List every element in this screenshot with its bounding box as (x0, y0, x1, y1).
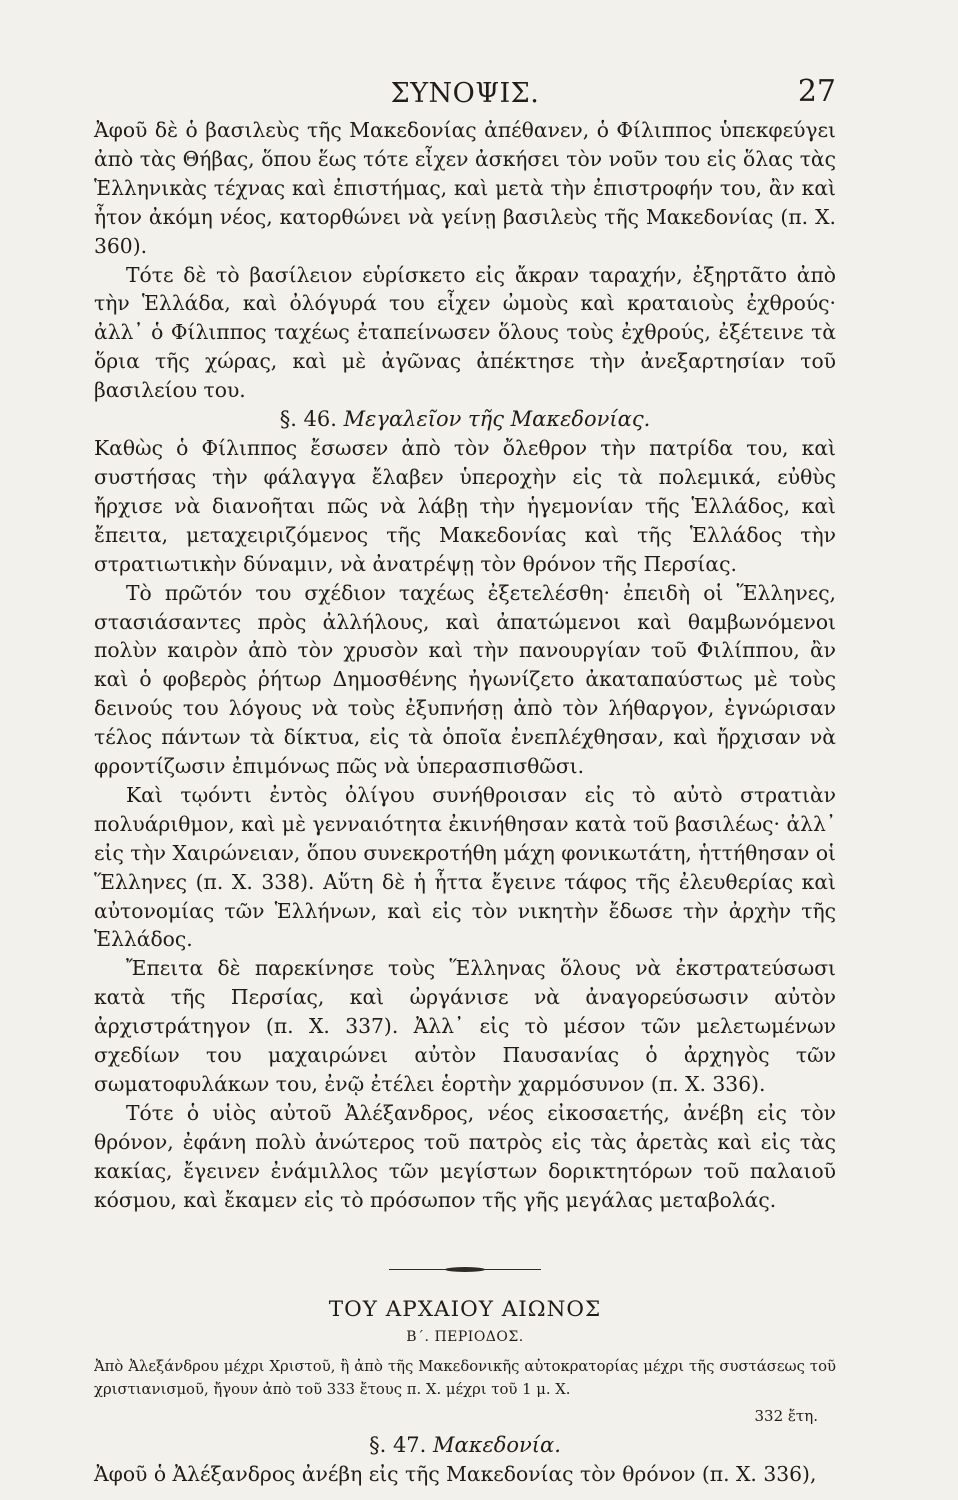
paragraph: Τότε δὲ τὸ βασίλειον εὑρίσκετο εἰς ἄκραν ταραχήν, ἐξηρτᾶτο ἀπὸ τὴν Ἑλλάδα, καὶ ὀλόγυρά του εἶχεν ὠμοὺς καὶ κραταιοὺς ἐχθρούς· ἀλλ᾽ ὁ Φίλιππος ταχέως ἐταπείνωσεν ὅλους τοὺς ἐχθρούς, ἐξέτεινε τὰ ὅρια τῆς χώρας, καὶ μὲ ἀγῶνας ἀπέκτησε τὴν ἀνεξαρτησίαν τοῦ βασιλείου του. (94, 262, 836, 403)
section-number: §. 47. (369, 1432, 427, 1457)
paragraph: Ἀφοῦ δὲ ὁ βασιλεὺς τῆς Μακεδονίας ἀπέθανεν, ὁ Φίλιππος ὑπεκφεύγει ἀπὸ τὰς Θήβας, ὅπου ἕως τότε εἶχεν ἀσκήσει τὸν νοῦν του εἰς ὅλας τὰς Ἑλληνικὰς τέχνας καὶ ἐπιστήμας, καὶ μετὰ τὴν ἐπιστροφήν του, ἂν καὶ ἦτον ἀκόμη νέος, κατορθώνει νὰ γείνῃ βασιλεὺς τῆς Μακεδονίας (π. Χ. 360). (94, 118, 836, 258)
part-duration: 332 ἔτη. (754, 1406, 818, 1425)
page-number: 27 (797, 74, 836, 109)
ornamental-divider (389, 1267, 541, 1273)
paragraph: Καὶ τῳόντι ἐντὸς ὀλίγου συνήθροισαν εἰς τὸ αὐτὸ στρατιὰν πολυάριθμον, καὶ μὲ γενναιότητα ἐκινήθησαν κατὰ τοῦ βασιλέως· ἀλλ᾽ εἰς τὴν Χαιρώνειαν, ὅπου συνεκροτήθη μάχη φονικωτάτη, ἡττήθησαν οἱ Ἕλληνες (π. Χ. 338). Αὕτη δὲ ἡ ἧττα ἔγεινε τάφος τῆς ἐλευθερίας καὶ αὐτονομίας τῶν Ἑλλήνων, καὶ εἰς τὸν νικητὴν ἔδωσε τὴν ἀρχὴν τῆς Ἑλλάδος. (94, 782, 836, 952)
paragraph: Τὸ πρῶτόν του σχέδιον ταχέως ἐξετελέσθη· ἐπειδὴ οἱ Ἕλληνες, στασιάσαντες πρὸς ἀλλήλους, καὶ ἀπατώμενοι καὶ θαμβωνόμενοι πολὺν καιρὸν ἀπὸ τὸν χρυσὸν καὶ τὴν πανουργίαν τοῦ Φιλίππου, ἂν καὶ ὁ φοβερὸς ῥήτωρ Δημοσθένης ἠγωνίζετο ἀκαταπαύστως μὲ τοὺς δεινούς του λόγους νὰ τοὺς ἐξυπνήσῃ ἀπὸ τὸν λήθαργον, ἐγνώρισαν τέλος πάντων τὰ δίκτυα, εἰς τὰ ὁποῖα ἐνεπλέχθησαν, καὶ ἤρχισαν νὰ φροντίζωσιν ἐπιμόνως πῶς νὰ ὑπερασπισθῶσι. (94, 580, 836, 779)
paragraph: Ἀφοῦ ὁ Ἀλέξανδρος ἀνέβη εἰς τῆς Μακεδονίας τὸν θρόνον (π. Χ. 336), (94, 1461, 817, 1486)
section-title: Μακεδονία. (433, 1432, 561, 1457)
body-text (94, 116, 836, 1215)
part-title: ΤΟΥ ΑΡΧΑΙΟΥ ΑΙΩΝΟΣ (328, 1296, 602, 1322)
section-title: Μεγαλεῖον τῆς Μακεδονίας. (343, 407, 651, 432)
section-heading-47 (94, 1431, 836, 1460)
paragraph: Ἔπειτα δὲ παρεκίνησε τοὺς Ἕλληνας ὅλους νὰ ἐκστρατεύσωσι κατὰ τῆς Περσίας, καὶ ὠργάνισε νὰ ἀναγορεύσωσιν αὐτὸν ἀρχιστράτηγον (π. Χ. 337). Ἀλλ᾽ εἰς τὸ μέσον τῶν μελετωμένων σχεδίων του μαχαιρώνει αὐτὸν Παυσανίας ὁ ἀρχηγὸς τῶν σωματοφυλάκων του, ἐνῷ ἐτέλει ἑορτὴν χαρμόσυνον (π. Χ. 336). (94, 956, 836, 1096)
period-heading: Β΄. ΠΕΡΙΟΔΟΣ. (406, 1328, 524, 1345)
running-head (94, 70, 836, 116)
section-heading-46 (94, 405, 836, 434)
running-title: ΣΥΝΟΨΙΣ. (390, 78, 540, 109)
paragraph: Τότε ὁ υἱὸς αὐτοῦ Ἀλέξανδρος, νέος εἰκοσαετής, ἀνέβη εἰς τὸν θρόνον, ἐφάνη πολὺ ἀνώτερος τοῦ πατρὸς εἰς τὰς ἀρετὰς καὶ εἰς τὰς κακίας, ἔγεινεν ἐνάμιλλος τῶν μεγίστων δορικτητόρων τοῦ παλαιοῦ κόσμου, καὶ ἔκαμεν εἰς τὸ πρόσωπον τῆς γῆς μεγάλας μεταβολάς. (94, 1100, 836, 1212)
paragraph: Καθὼς ὁ Φίλιππος ἔσωσεν ἀπὸ τὸν ὄλεθρον τὴν πατρίδα του, καὶ συστήσας τὴν φάλαγγα ἔλαβεν ὑπεροχὴν εἰς τὰ πολεμικά, εὐθὺς ἤρχισε νὰ διανοῆται πῶς νὰ λάβῃ τὴν ἡγεμονίαν τῆς Ἑλλάδος, καὶ ἔπειτα, μεταχειριζόμενος τῆς Μακεδονίας καὶ τῆς Ἑλλάδος τὴν στρατιωτικὴν δύναμιν, νὰ ἀνατρέψῃ τὸν θρόνον τῆς Περσίας. (94, 436, 836, 576)
part-subtitle: Ἀπὸ Ἀλεξάνδρου μέχρι Χριστοῦ, ἢ ἀπὸ τῆς Μακεδονικῆς αὐτοκρατορίας μέχρι τῆς συστάσεως τοῦ χριστιανισμοῦ, ἤγουν ἀπὸ τοῦ 333 ἔτους π. Χ. μέχρι τοῦ 1 μ. Χ. (94, 1357, 836, 1398)
section-number: §. 46. (279, 407, 337, 432)
